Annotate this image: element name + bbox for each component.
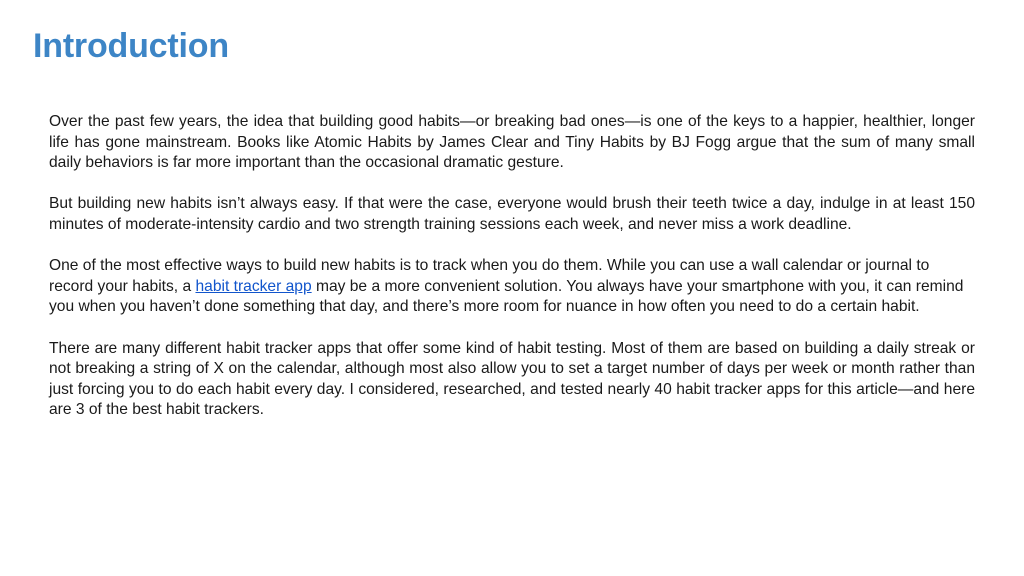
page-title: Introduction bbox=[33, 27, 229, 65]
paragraph-3-text-after: may be a more convenient solution. You always have your smartphone with you, it can remind you when you haven’t done something that day, and there’s more room for nuance in how often you need to do a certain habit. bbox=[49, 277, 964, 316]
paragraph-3 bbox=[49, 256, 975, 318]
paragraph-1: Over the past few years, the idea that building good habits—or breaking bad ones—is one of the keys to a happier, healthier, longer life has gone mainstream. Books like Atomic Habits by James Clear and Tiny Habits by BJ Fogg argue that the sum of many small daily behaviors is far more important than the occasional dramatic gesture. bbox=[49, 113, 975, 172]
habit-tracker-app-link[interactable]: habit tracker app bbox=[195, 277, 312, 295]
paragraph-4: There are many different habit tracker apps that offer some kind of habit testing. Most of them are based on building a daily streak or not breaking a string of X on the calendar, although most also allow you to set a target number of days per week or month rather than just forcing you to do each habit every day. I considered, researched, and tested nearly 40 habit tracker apps for this article—and here are 3 of the best habit trackers. bbox=[49, 339, 975, 419]
body-text bbox=[49, 112, 975, 442]
paragraph-3-text-before: One of the most effective ways to build new habits is to track when you do them. While you can use a wall calendar or journal to record your habits, a bbox=[49, 257, 930, 295]
paragraph-2: But building new habits isn’t always easy. If that were the case, everyone would brush their teeth twice a day, indulge in at least 150 minutes of moderate-intensity cardio and two strength training sessions each week, and never miss a work deadline. bbox=[49, 195, 975, 233]
